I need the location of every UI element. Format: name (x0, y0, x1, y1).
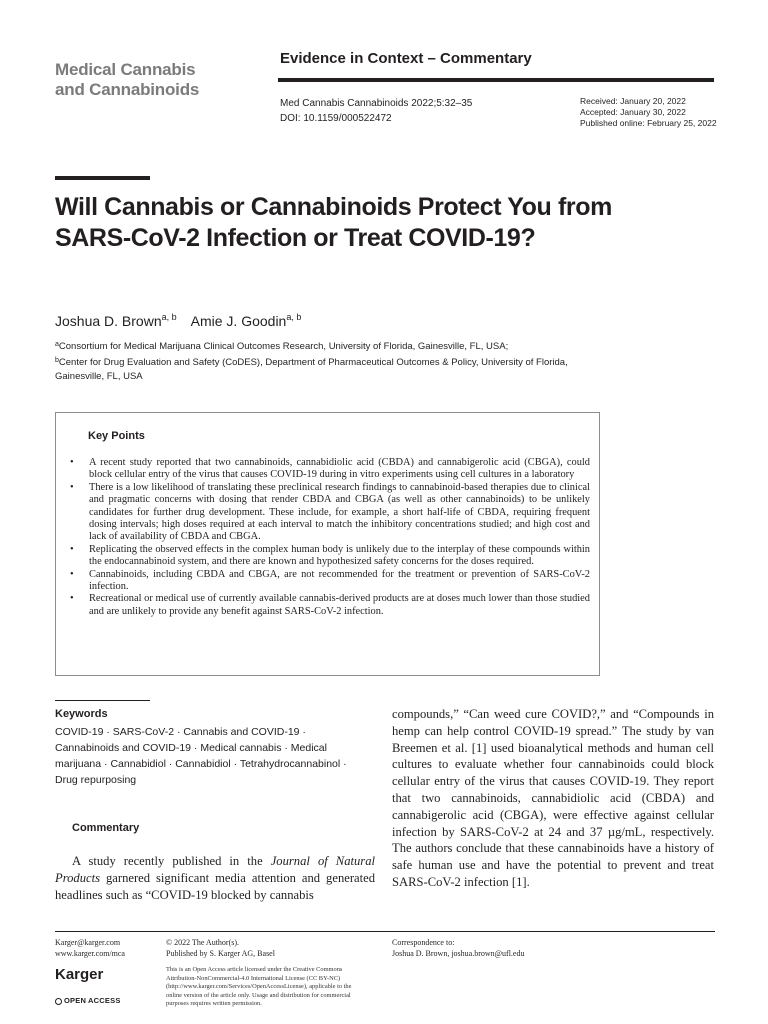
key-points-box (55, 412, 600, 676)
bullet-icon: • (70, 481, 74, 493)
open-access-label: OPEN ACCESS (64, 996, 121, 1005)
key-point-text: Recreational or medical use of currently available cannabis-derived products are at doses much lower than those studied and are unlikely to provide any benefit against SARS-CoV-2 infection. (89, 593, 590, 617)
key-point-text: There is a low likelihood of translating these preclinical research findings to cannabinoid-based therapies due to clinical and pragmatic concerns with dosing that render CBDA and CBGA (as well as other cannabinoids) to be unlikely candidates for further drug development. These include, for example, a short half-life of CBDA, requiring frequent dosing intervals; high doses required at each interval to match the inhibitory concentrations studied; and high cost and lack of availability of CBDA and CBGA. (89, 481, 590, 543)
bullet-icon: • (70, 593, 74, 605)
received-date: Received: January 20, 2022 (580, 96, 686, 106)
key-points-heading: Key Points (88, 430, 145, 442)
footer-rule (55, 931, 715, 932)
bullet-icon: • (70, 568, 74, 580)
affiliation (55, 338, 615, 354)
list-item (70, 593, 590, 618)
published-date: Published online: February 25, 2022 (580, 118, 717, 128)
open-access-logo (55, 996, 121, 1005)
list-item (70, 482, 590, 544)
body-text: A study recently published in the (72, 854, 271, 868)
affiliation-marker: a (55, 341, 59, 348)
accepted-date: Accepted: January 30, 2022 (580, 107, 686, 117)
citation-block (280, 96, 472, 126)
author-name: Joshua D. Brown (55, 313, 162, 329)
doi[interactable]: DOI: 10.1159/000522472 (280, 113, 392, 124)
publisher-contact (55, 937, 125, 959)
correspondence (392, 937, 524, 959)
list-item (70, 544, 590, 569)
publisher-website[interactable]: www.karger.com/mca (55, 949, 125, 958)
affiliation-text: Consortium for Medical Marijuana Clinical Outcomes Research, University of Florida, Gainesville, FL, USA; (58, 341, 509, 352)
commentary-paragraph (55, 853, 375, 903)
author-name: Amie J. Goodin (190, 313, 287, 329)
correspondence-label: Correspondence to: (392, 938, 455, 947)
list-item (70, 457, 590, 482)
publisher-line: Published by S. Karger AG, Basel (166, 949, 275, 958)
keywords-heading: Keywords (55, 708, 108, 720)
author-affiliation-marker: a, b (161, 312, 177, 322)
publisher-email[interactable]: Karger@karger.com (55, 938, 121, 947)
journal-reference: Journal of Natural Products (55, 854, 375, 885)
keywords-text: COVID-19 · SARS-CoV-2 · Cannabis and COVID-19 · Cannabinoids and COVID-19 · Medical cannabis · Medical marijuana · Cannabidiol · Cannabidiol · Tetrahydrocannabinol · Drug repurposing (55, 726, 347, 786)
key-point-text: Replicating the observed effects in the complex human body is unlikely due to the interplay of these compounds within the endocannabinoid system, and there are known and hypothesized safety concerns for the doses required. (89, 543, 590, 568)
header-rule (278, 78, 714, 82)
commentary-continued: compounds,” “Can weed cure COVID?,” and “Compounds in hemp can help control COVID-19 spread.” The study by van Breemen et al. [1] used bioanalytical methods and human cell cultures to evaluate whether four cannabinoids could block cellular entry of the virus that causes COVID-19. They report that two cannabinoids, cannabidiolic acid (CBDA) and cannabigerolic acid (CBGA), were effective against cellular infection by SARS-CoV-2 at 24 and 37 µg/mL, respectively. The authors conclude that these cannabinoids have a history of safe human use and have the potential to prevent and treat SARS-CoV-2 infection [1]. (392, 707, 714, 889)
copyright: © 2022 The Author(s). (166, 938, 240, 947)
article-title: Will Cannabis or Cannabinoids Protect You from SARS-CoV-2 Infection or Treat COVID-19? (55, 193, 612, 252)
body-text: garnered significant media attention and generated headlines such as “COVID-19 blocked by cannabis (55, 870, 375, 902)
keywords-rule (55, 700, 150, 701)
bullet-icon: • (70, 543, 74, 555)
journal-name-line1: Medical Cannabis (55, 60, 196, 79)
journal-name-line2: and Cannabinoids (55, 80, 200, 99)
copyright-block (166, 937, 275, 959)
journal-name (55, 60, 199, 100)
affiliations (55, 338, 615, 384)
affiliation-text: Center for Drug Evaluation and Safety (CoDES), Department of Pharmaceutical Outcomes & Policy, University of Florida, Gainesville, FL, USA (55, 357, 568, 382)
citation: Med Cannabis Cannabinoids 2022;5:32–35 (280, 98, 473, 109)
dates-block (580, 96, 717, 129)
license-text: This is an Open Access article licensed under the Creative Commons Attribution-NonCommercial-4.0 International License (CC BY-NC) (http://www.karger.com/Services/OpenAccessLicense), applicable to the online version of the article only. Usage and distribution for commercial purposes requires written permission. (166, 966, 352, 1008)
correspondence-contact[interactable]: Joshua D. Brown, joshua.brown@ufl.edu (392, 949, 525, 958)
affiliation-marker: b (55, 357, 59, 364)
author-affiliation-marker: a, b (286, 312, 302, 322)
key-points-list (70, 457, 590, 618)
affiliation (55, 354, 615, 384)
key-point-text: Cannabinoids, including CBDA and CBGA, are not recommended for the treatment or prevention of SARS-CoV-2 infection. (89, 568, 590, 593)
list-item (70, 569, 590, 594)
title-rule (55, 176, 150, 180)
karger-logo: Karger (55, 966, 104, 983)
section-title: Evidence in Context – Commentary (280, 50, 532, 67)
key-point-text: A recent study reported that two cannabinoids, cannabidiolic acid (CBDA) and cannabigerolic acid (CBGA), could block cellular entry of the virus that causes COVID-19 during in vitro experiments using cell cultures in a laboratory (89, 457, 590, 481)
commentary-heading: Commentary (72, 822, 140, 834)
bullet-icon: • (70, 457, 74, 468)
open-access-icon (55, 998, 62, 1005)
authors (55, 312, 301, 329)
